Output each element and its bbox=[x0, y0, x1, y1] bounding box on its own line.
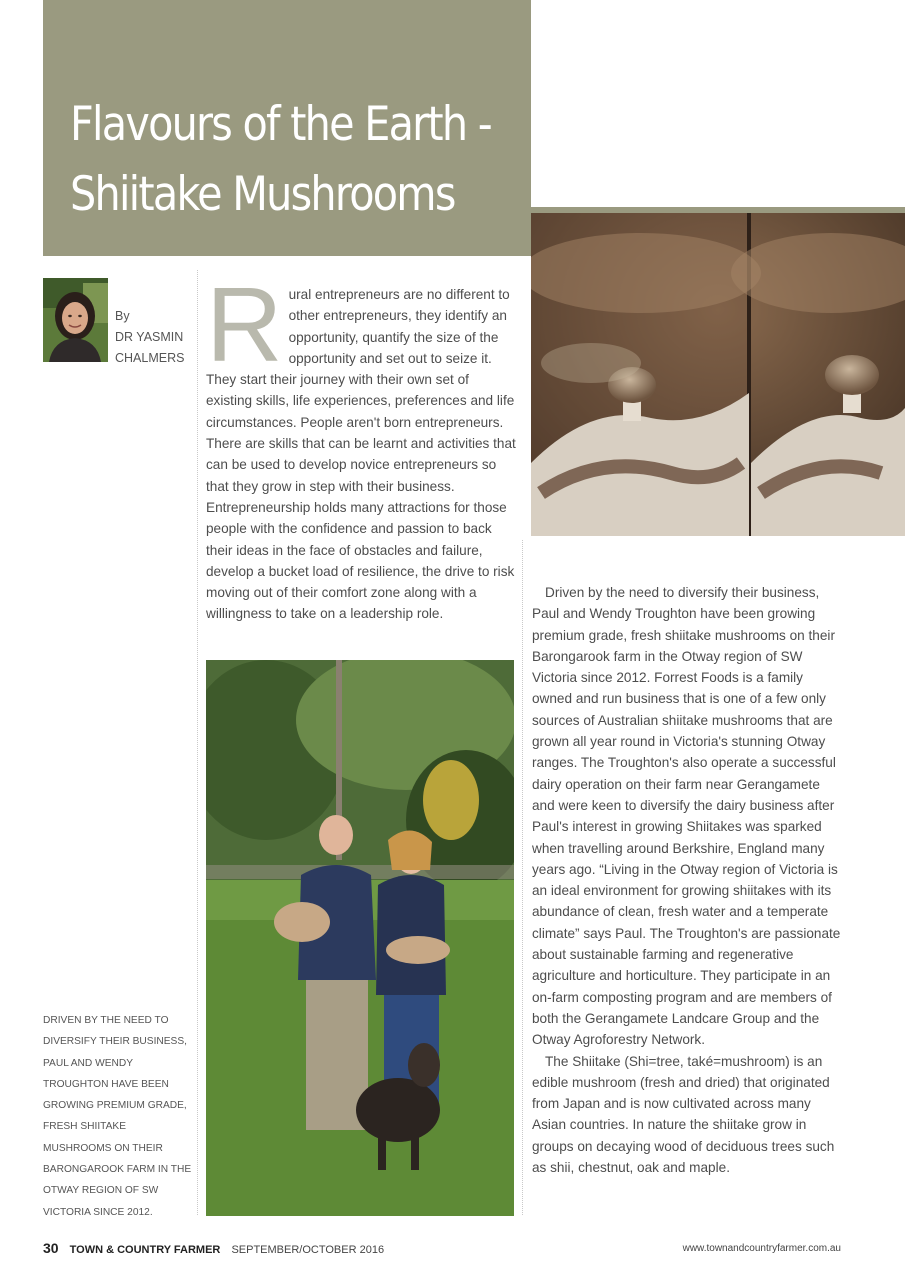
byline bbox=[115, 306, 184, 369]
title-line-2: Shiitake Mushrooms bbox=[70, 167, 455, 222]
page-footer bbox=[43, 1240, 841, 1258]
mushroom-photo bbox=[531, 213, 905, 536]
intro-text: ural entrepreneurs are no different to other entrepreneurs, they identify an opportunity, quantify the size of the opportunity and set out to seize it. They start their journey with their own set of existing skills, life experiences, preferences and life circumstances. People aren't born entrepreneurs. There are skills that can be learnt and activities that can be used to develop novice entrepreneurs so that they grow in step with their business. Entrepreneurship holds many attractions for those people with the confidence and passion to back their ideas in the face of obstacles and failure, develop a bucket load of resilience, the drive to risk moving out of their comfort zone along with a willingness to take on a leadership role. bbox=[206, 287, 516, 622]
footer-left bbox=[43, 1240, 384, 1256]
right-column-text bbox=[532, 582, 844, 1178]
farm-photo bbox=[206, 660, 514, 1216]
byline-by: By bbox=[115, 309, 130, 323]
paragraph-troughton: Driven by the need to diversify their business, Paul and Wendy Troughton have been growing premium grade, fresh shiitake mushrooms on their Barongarook farm in the Otway region of SW Victoria since 2012. Forrest Foods is a family owned and run business that is one of a few only sources of Australian shiitake mushrooms that are grown all year round in Victoria's stunning Otway ranges. The Troughton's also operate a successful dairy operation on their farm near Gerangamete and were keen to diversify the dairy business after Paul's interest in growing Shiitakes was sparked when travelling around Berkshire, England many years ago. “Living in the Otway region of Victoria is an ideal environment for growing shiitakes with its abundance of clean, fresh water and a temperate climate” says Paul. The Troughton's are passionate about sustainable farming and regenerative agriculture and horticulture. They participate in an on-farm composting program and are members of both the Gerangamete Landcare Group and the Otway Agroforestry Network. bbox=[532, 585, 841, 1048]
author-name-last: CHALMERS bbox=[115, 351, 185, 365]
column-divider-left bbox=[197, 270, 198, 1215]
drop-cap: R bbox=[206, 266, 283, 384]
author-name-first: DR YASMIN bbox=[115, 330, 184, 344]
column-divider-right bbox=[522, 540, 523, 1215]
title-banner bbox=[43, 0, 531, 256]
issue-date: SEPTEMBER/OCTOBER 2016 bbox=[231, 1244, 385, 1256]
magazine-name: TOWN & COUNTRY FARMER bbox=[69, 1244, 221, 1256]
paragraph-shiitake: The Shiitake (Shi=tree, také=mushroom) is an edible mushroom (fresh and dried) that originated from Japan and is now cultivated across many Asian countries. In nature the shiitake grow in groups on decaying wood of deciduous trees such as shii, chestnut, oak and maple. bbox=[532, 1053, 835, 1176]
author-photo bbox=[43, 278, 108, 362]
website-url: www.townandcountryfarmer.com.au bbox=[682, 1243, 841, 1254]
article-title bbox=[70, 90, 491, 230]
photo-caption: DRIVEN BY THE NEED TO DIVERSIFY THEIR BUSINESS, PAUL AND WENDY TROUGHTON HAVE BEEN GROWING PREMIUM GRADE, FRESH SHIITAKE MUSHROOMS ON THEIR BARONGAROOK FARM IN THE OTWAY REGION OF SW VICTORIA SINCE 2012. bbox=[43, 1015, 192, 1218]
intro-paragraph bbox=[206, 266, 516, 625]
page-number: 30 bbox=[43, 1240, 59, 1256]
title-line-1: Flavours of the Earth - bbox=[70, 97, 491, 152]
